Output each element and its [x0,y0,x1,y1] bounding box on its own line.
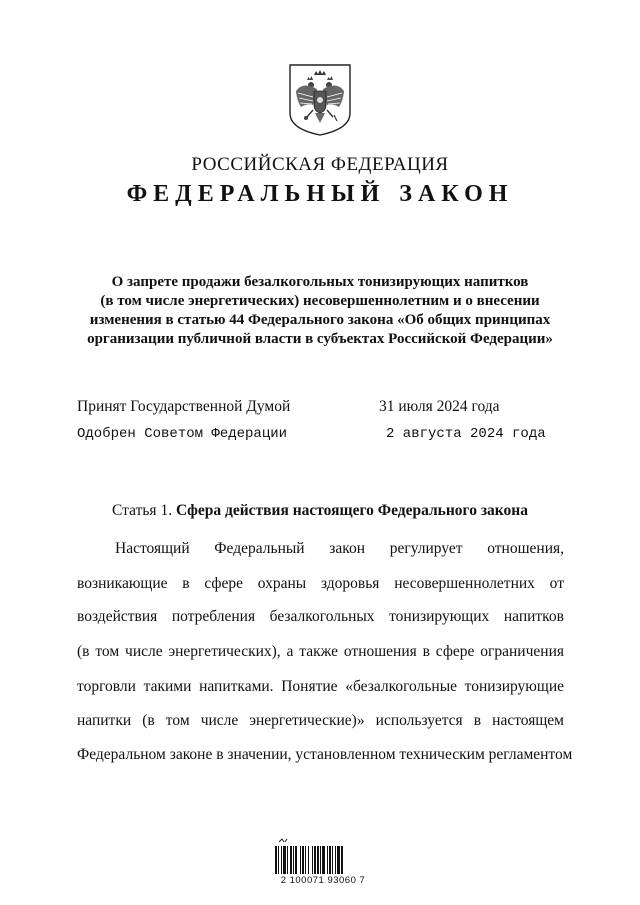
law-title-line: О запрете продажи безалкогольных тонизирующих напитков [111,274,529,290]
document-type [0,181,640,208]
coat-of-arms-icon [287,63,353,137]
council-approval-date: 2 августа 2024 года [386,426,546,442]
duma-adoption-date: 31 июля 2024 года [379,398,500,415]
article-1-text-line: торговли такими напитками. Понятие «безалкогольные тонизирующие [77,678,564,695]
law-title-line: организации публичной власти в субъектах Российской Федерации» [87,331,553,347]
article-1-title: Сфера действия настоящего Федерального закона [175,502,528,519]
document-type-word-1: ФЕДЕРАЛЬНЫЙ [126,181,386,207]
article-1-heading [0,502,640,520]
law-title-line: изменения в статью 44 Федерального закона «Об общих принципах [89,312,551,328]
barcode-number: 2 100071 93060 7 [280,875,366,886]
duma-adoption-label: Принят Государственной Думой [77,398,291,415]
country-name: РОССИЙСКАЯ ФЕДЕРАЦИЯ [191,154,449,175]
law-title [60,273,580,349]
article-1-text-line: напитки (в том числе энергетические)» используется в настоящем [77,712,564,729]
law-title-line: (в том числе энергетических) несовершеннолетним и о внесении [100,293,540,309]
article-1-text-line: воздействия потребления безалкогольных тонизирующих напитков [77,608,564,625]
article-1-text-line: (в том числе энергетических), а также отношения в сфере ограничения [77,643,564,660]
article-1-prefix: Статья 1. [112,502,173,519]
article-1-text-line: возникающие в сфере охраны здоровья несовершеннолетних от [77,575,564,592]
article-1-text-line: Федеральном законе в значении, установленном техническим регламентом [77,746,573,763]
council-approval-label: Одобрен Советом Федерации [77,426,288,442]
article-1-text-line: Настоящий Федеральный закон регулирует отношения, [115,540,564,557]
document-type-word-2: ЗАКОН [399,181,514,207]
